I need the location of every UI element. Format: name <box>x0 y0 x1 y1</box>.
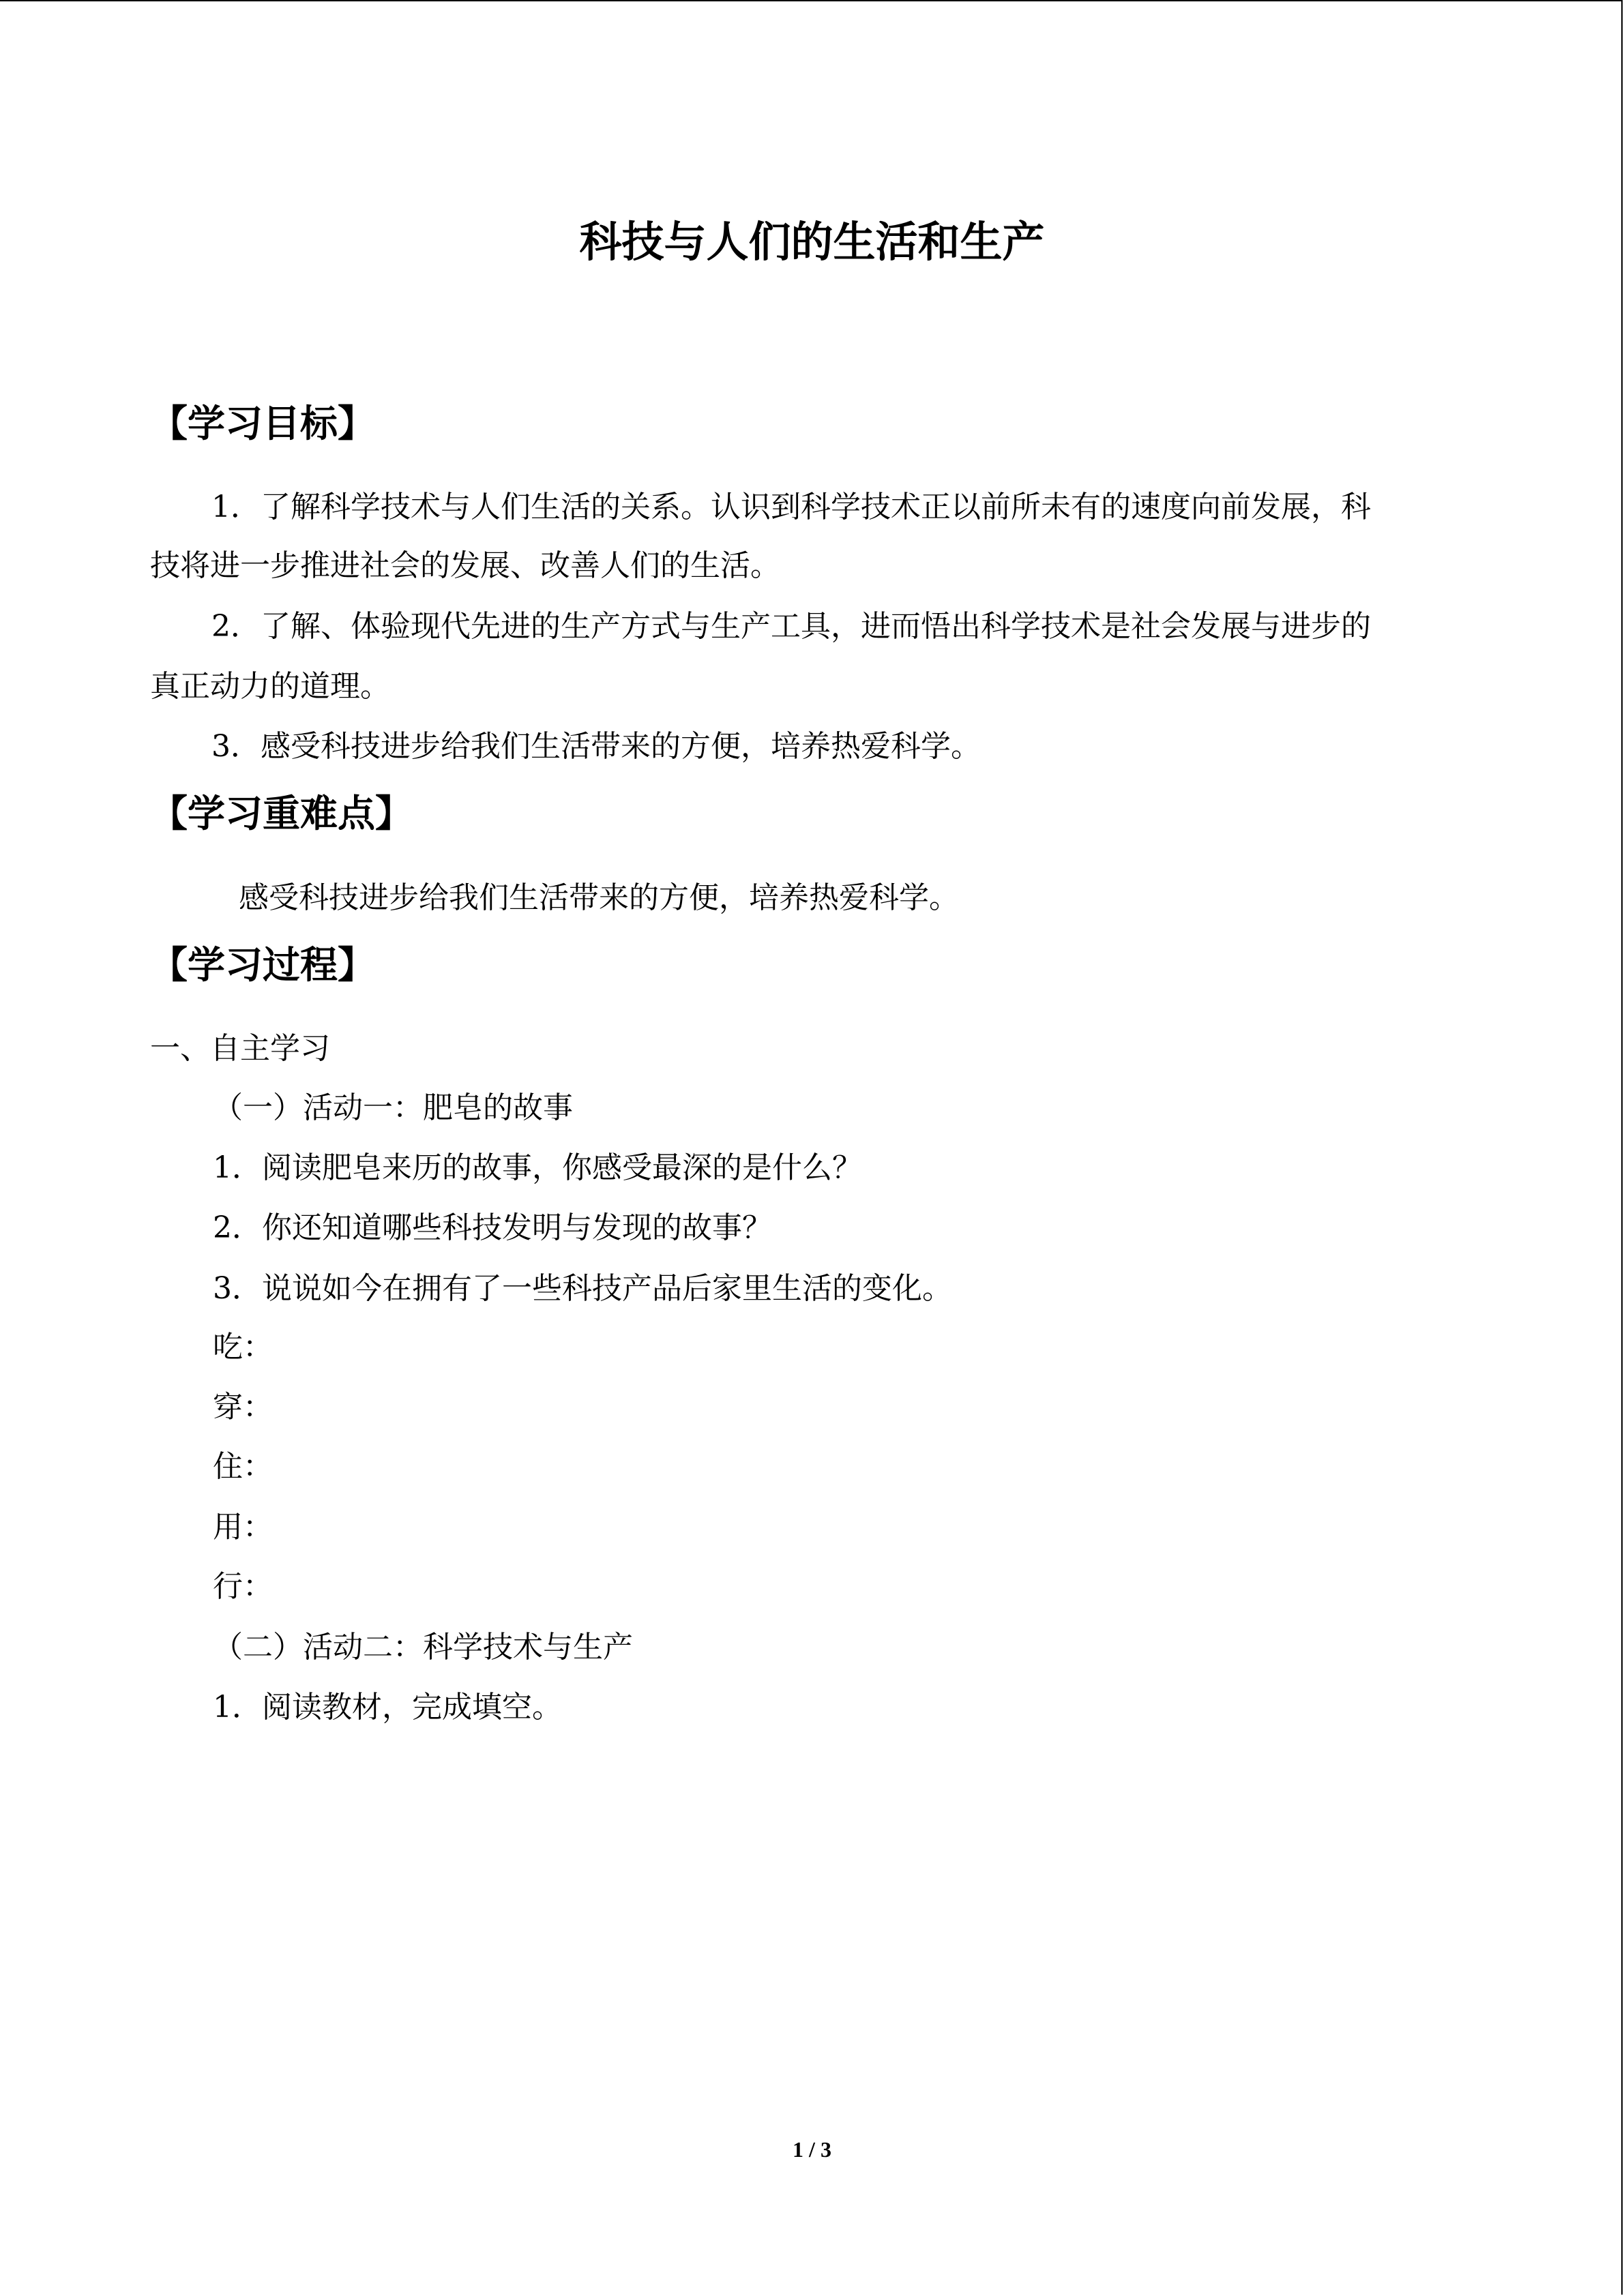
activity-1-question-2: 2．你还知道哪些科技发明与发现的故事？ <box>213 1210 772 1245</box>
objectives-heading: 【学习目标】 <box>150 402 376 445</box>
life-live-label: 住： <box>213 1449 273 1484</box>
part-1-label: 一、自主学习 <box>150 1031 330 1066</box>
objective-2-line-1: 2．了解、体验现代先进的生产方式与生产工具，进而悟出科学技术是社会发展与进步的 <box>211 609 1371 644</box>
activity-2-heading: （二）活动二：科学技术与生产 <box>213 1630 633 1665</box>
process-heading: 【学习过程】 <box>150 943 376 987</box>
objective-1-line-1: 1．了解科学技术与人们生活的关系。认识到科学技术正以前所未有的速度向前发展，科 <box>211 490 1371 524</box>
page-title: 科技与人们的生活和生产 <box>579 217 1045 267</box>
life-wear-label: 穿： <box>213 1390 273 1425</box>
activity-1-heading: （一）活动一：肥皂的故事 <box>213 1090 573 1125</box>
objective-1-line-2: 技将进一步推进社会的发展、改善人们的生活。 <box>150 548 780 583</box>
life-travel-label: 行： <box>213 1569 273 1604</box>
life-use-label: 用： <box>213 1510 273 1545</box>
key-points-heading: 【学习重难点】 <box>150 792 413 835</box>
page-number: 1 / 3 <box>793 2137 831 2162</box>
activity-1-question-1: 1．阅读肥皂来历的故事，你感受最深的是什么？ <box>213 1150 862 1185</box>
life-eat-label: 吃： <box>213 1330 273 1365</box>
key-points-text: 感受科技进步给我们生活带来的方便，培养热爱科学。 <box>239 880 959 915</box>
activity-2-question-1: 1．阅读教材，完成填空。 <box>213 1690 562 1725</box>
objective-2-line-2: 真正动力的道理。 <box>150 669 390 704</box>
activity-1-question-3: 3．说说如今在拥有了一些科技产品后家里生活的变化。 <box>213 1271 952 1306</box>
objective-3: 3．感受科技进步给我们生活带来的方便，培养热爱科学。 <box>211 729 981 764</box>
